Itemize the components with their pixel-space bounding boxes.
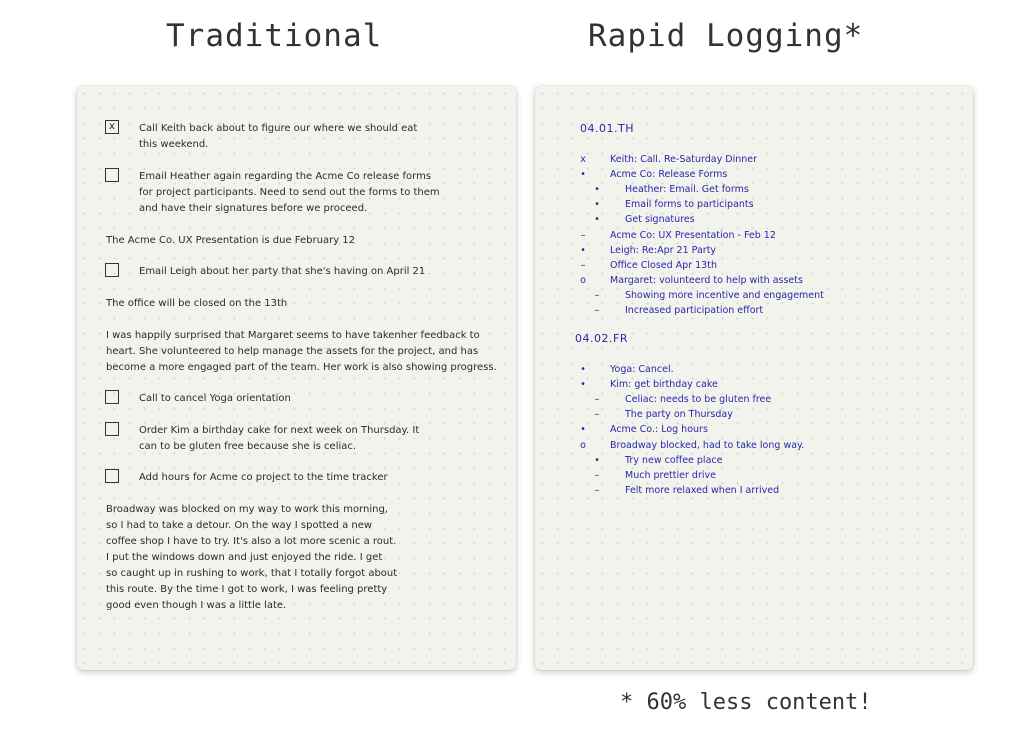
entry-text: Get signatures <box>625 214 695 226</box>
entry-text: Acme Co: UX Presentation - Feb 12 <box>610 229 776 241</box>
entry-text: Celiac: needs to be gluten free <box>625 394 772 406</box>
note-margaret: I was happily surprised that Margaret seems to have takenher feedback to heart. She volunteered to help manage the assets for the project, and has become a more engaged part of the team. Her work is also showing progress. <box>106 330 497 373</box>
bullet-symbol: • <box>580 424 586 436</box>
entry-text: Kim: get birthday cake <box>610 379 718 391</box>
footnote: * 60% less content! <box>620 690 872 715</box>
entry-text: Office Closed Apr 13th <box>610 259 717 271</box>
entry-text: Leigh: Re:Apr 21 Party <box>610 244 717 256</box>
note-broadway: Broadway was blocked on my way to work this morning, so I had to take a detour. On the way I spotted a new coffee shop I have to try. It's also a lot more scenic a rout. I put the windows down and just enjoyed the ride. I get so caught up in rushing to work, that I totally forgot about this route. By the time I got to work, I was feeling pretty good even though I was a little late. <box>106 504 398 611</box>
bullet-symbol: – <box>580 259 586 271</box>
bullet-symbol: • <box>594 214 600 226</box>
bullet-symbol: • <box>580 379 586 391</box>
bullet-symbol: – <box>594 305 600 316</box>
bullet-symbol: x <box>580 154 586 165</box>
bullet-symbol: – <box>594 289 600 301</box>
entry-text: Acme Co: Release Forms <box>610 169 728 181</box>
checkbox[interactable] <box>105 469 119 483</box>
rapid-logging-heading: Rapid Logging* <box>588 18 864 54</box>
note-office-closed: The office will be closed on the 13th <box>106 298 288 309</box>
traditional-notebook-page <box>77 86 516 670</box>
checkbox[interactable] <box>105 263 119 277</box>
bullet-symbol: o <box>580 274 586 286</box>
bullet-symbol: • <box>580 244 586 256</box>
task-text: Call Keith back about to figure our where we should eat this weekend. <box>139 123 418 150</box>
bullet-symbol: – <box>580 229 586 241</box>
entry-text: Broadway blocked, had to take long way. <box>610 439 805 451</box>
entry-text: Margaret: volunteerd to help with assets <box>610 274 803 286</box>
task-text: Order Kim a birthday cake for next week on Thursday. It can to be gluten free because she is celiac. <box>139 425 420 452</box>
bullet-symbol: • <box>594 454 600 466</box>
checkbox-checked[interactable]: x <box>105 120 119 134</box>
entry-text: Felt more relaxed when I arrived <box>625 484 780 496</box>
task-text: Email Heather again regarding the Acme Co release forms for project participants. Need to send out the forms to them and have their signatures before we proceed. <box>139 171 440 214</box>
entry-text: Much prettier drive <box>625 469 716 481</box>
entry-text: Increased participation effort <box>625 305 764 316</box>
bullet-symbol: • <box>594 199 600 211</box>
day-date: 04.02.FR <box>575 332 628 345</box>
task-text: Add hours for Acme co project to the time tracker <box>139 472 388 483</box>
entry-text: Try new coffee place <box>625 454 723 466</box>
entry-text: Showing more incentive and engagement <box>625 289 824 301</box>
entry-text: Yoga: Cancel. <box>610 364 674 375</box>
bullet-symbol: – <box>594 394 600 406</box>
bullet-symbol: • <box>580 169 586 181</box>
bullet-symbol: • <box>580 364 586 375</box>
entry-text: The party on Thursday <box>625 409 733 421</box>
checkbox[interactable] <box>105 422 119 436</box>
bullet-symbol: • <box>594 184 600 196</box>
entry-text: Acme Co.: Log hours <box>610 424 708 436</box>
entry-text: Heather: Email. Get forms <box>625 184 749 196</box>
bullet-symbol: – <box>594 469 600 481</box>
rapid-log <box>535 86 973 670</box>
traditional-heading: Traditional <box>166 18 383 54</box>
task-text: Email Leigh about her party that she's having on April 21 <box>139 266 426 277</box>
bullet-symbol: o <box>580 439 586 451</box>
rapid-logging-notebook-page <box>535 86 973 670</box>
entry-text: Email forms to participants <box>625 199 754 211</box>
bullet-symbol: – <box>594 484 600 496</box>
day-date: 04.01.TH <box>580 122 634 135</box>
note-presentation: The Acme Co. UX Presentation is due February 12 <box>106 235 356 246</box>
checkbox[interactable] <box>105 168 119 182</box>
entry-text: Keith: Call. Re-Saturday Dinner <box>610 154 758 165</box>
checkbox[interactable] <box>105 390 119 404</box>
task-text: Call to cancel Yoga orientation <box>139 393 291 404</box>
bullet-symbol: – <box>594 409 600 421</box>
